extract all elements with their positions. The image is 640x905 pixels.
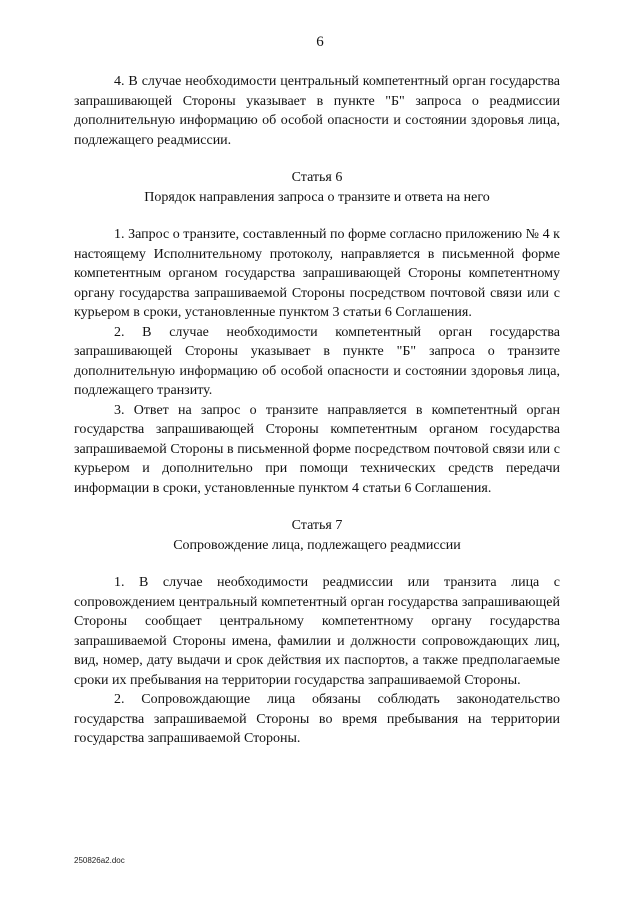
article-6	[74, 168, 560, 498]
article-6-title: Порядок направления запроса о транзите и ответа на него	[144, 189, 490, 205]
page-number: 6	[316, 34, 324, 50]
footer-filename: 250826a2.doc	[74, 856, 125, 865]
article-7	[74, 516, 560, 749]
article-7-paragraph-2: 2. Сопровождающие лица обязаны соблюдать законодательство государства запрашиваемой Стороны во время пребывания на территории государства запрашиваемой Стороны.	[74, 692, 560, 746]
article-7-number: Статья 7	[291, 518, 343, 533]
article-6-number: Статья 6	[291, 170, 343, 185]
article-6-paragraph-2: 2. В случае необходимости компетентный орган государства запрашивающей Стороны указывает в пункте "Б" запроса о транзите дополнительную информацию об особой опасности и состоянии здоровья лица, подлежащего транзиту.	[74, 324, 560, 398]
article-7-title: Сопровождение лица, подлежащего реадмиссии	[173, 537, 461, 553]
article-6-paragraph-1: 1. Запрос о транзите, составленный по форме согласно приложению № 4 к настоящему Исполнительному протоколу, направляется в письменной форме компетентным органом государства запрашивающей Стороны компетентному органу государства запрашиваемой Стороны посредством почтовой связи или с курьером в сроки, установленные пунктом 3 статьи 6 Соглашения.	[74, 227, 560, 320]
article-6-paragraph-3: 3. Ответ на запрос о транзите направляется в компетентный орган государства запрашивающей Стороны компетентным органом государства запрашиваемой Стороны в письменной форме посредством почтовой связи или с курьером и дополнительно при помощи технических средств передачи информации в сроки, установленные пунктом 4 статьи 6 Соглашения.	[74, 402, 560, 496]
paragraph-intro-4: 4. В случае необходимости центральный компетентный орган государства запрашивающей Стороны указывает в пункте "Б" запроса о реадмиссии дополнительную информацию об особой опасности и состоянии здоровья лица, подлежащего реадмиссии.	[74, 74, 560, 148]
article-7-paragraph-1: 1. В случае необходимости реадмиссии или транзита лица с сопровождением центральный компетентный орган государства запрашивающей Стороны сообщает центральному компетентному органу государства запрашиваемой Стороны имена, фамилии и должности сопровождающих лиц, вид, номер, дату выдачи и срок действия их паспортов, а также предполагаемые сроки их пребывания на территории государства запрашиваемой Стороны.	[74, 575, 560, 688]
document-body	[74, 72, 560, 749]
